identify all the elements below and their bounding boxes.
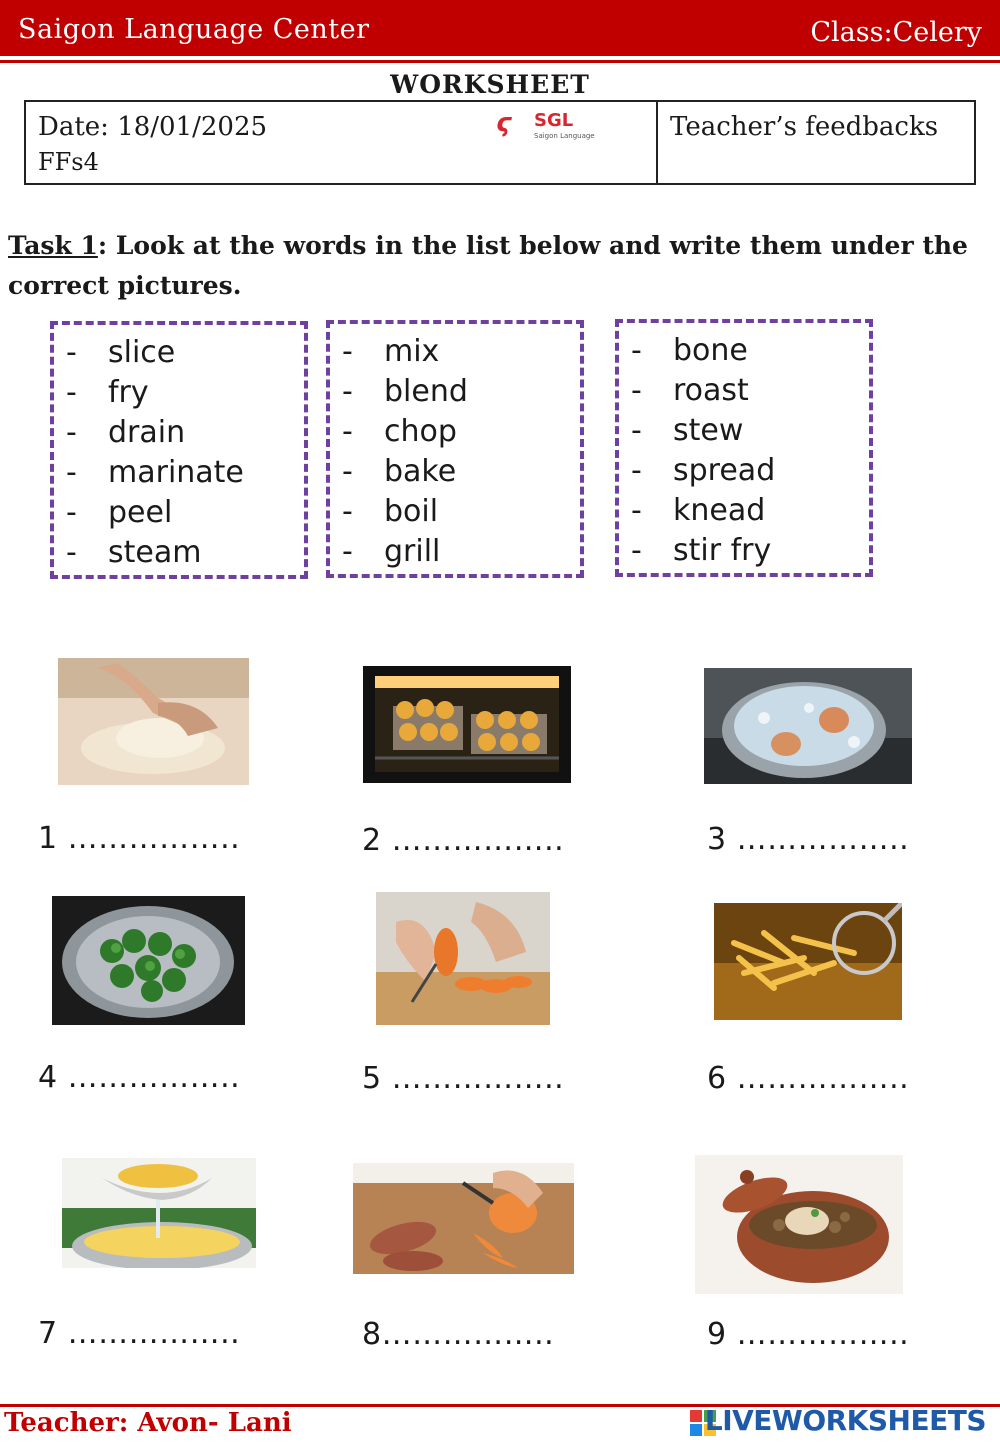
sgl-logo-name: SGL — [534, 110, 574, 131]
task-instruction — [8, 226, 988, 306]
picture-label: 8…………….. — [362, 1317, 555, 1352]
boiling-eggs-photo — [704, 668, 912, 784]
picture-label: 7 …………….. — [38, 1316, 241, 1351]
worksheet-title: WORKSHEET — [390, 70, 590, 99]
word-item: - stir fry — [631, 533, 772, 568]
picture-label: 2 …………….. — [362, 823, 565, 858]
oven-muffins-photo — [363, 666, 571, 783]
word-item: - slice — [66, 335, 176, 370]
word-box-3 — [615, 319, 873, 577]
class-label: Class:Celery — [810, 17, 982, 48]
task-number: Task 1 — [8, 231, 98, 260]
picture-label: 9 …………….. — [707, 1317, 910, 1352]
slicing-carrot-photo — [376, 892, 550, 1025]
word-item: - drain — [66, 415, 186, 450]
picture-label: 4 …………….. — [38, 1060, 241, 1095]
word-item: - peel — [66, 495, 173, 530]
word-item: - stew — [631, 413, 744, 448]
info-table — [24, 100, 976, 185]
center-name: Saigon Language Center — [18, 14, 370, 45]
teacher-name: Teacher: Avon- Lani — [4, 1408, 292, 1438]
word-item: - chop — [342, 414, 457, 449]
word-item: - grill — [342, 534, 441, 569]
word-item: - marinate — [66, 455, 244, 490]
sgl-logo-icon: ϛ — [496, 108, 512, 138]
class-code: FFs4 — [38, 148, 99, 176]
picture-label: 3 …………….. — [707, 822, 910, 857]
teacher-feedback-label: Teacher’s feedbacks — [670, 112, 939, 142]
word-item: - fry — [66, 375, 149, 410]
word-item: - steam — [66, 535, 202, 570]
draining-pasta-photo — [62, 1158, 256, 1268]
word-item: - mix — [342, 334, 440, 369]
liveworksheets-logo[interactable]: LIVEWORKSHEETS — [704, 1404, 986, 1437]
stew-pot-photo — [695, 1155, 903, 1294]
header-bar — [0, 0, 1000, 56]
sgl-logo — [496, 108, 596, 142]
frying-fries-photo — [714, 903, 902, 1020]
info-left-cell — [26, 102, 658, 183]
word-item: - spread — [631, 453, 776, 488]
picture-label: 1 …………….. — [38, 821, 241, 856]
picture-label: 5 …………….. — [362, 1061, 565, 1096]
word-item: - bone — [631, 333, 748, 368]
word-item: - knead — [631, 493, 766, 528]
word-box-1 — [50, 321, 308, 579]
word-item: - boil — [342, 494, 439, 529]
word-item: - bake — [342, 454, 457, 489]
word-item: - blend — [342, 374, 468, 409]
sgl-logo-sub: Saigon Language — [534, 132, 595, 140]
kneading-dough-photo — [58, 658, 249, 785]
steamed-broccoli-photo — [52, 896, 245, 1025]
header-divider — [0, 60, 1000, 63]
word-item: - roast — [631, 373, 749, 408]
worksheet-date: Date: 18/01/2025 — [38, 112, 268, 142]
picture-label: 6 …………….. — [707, 1061, 910, 1096]
task-text: : Look at the words in the list below and write them under the correct pictures. — [8, 231, 968, 300]
word-box-2 — [326, 320, 584, 578]
peeling-sweet-potato-photo — [353, 1163, 574, 1274]
